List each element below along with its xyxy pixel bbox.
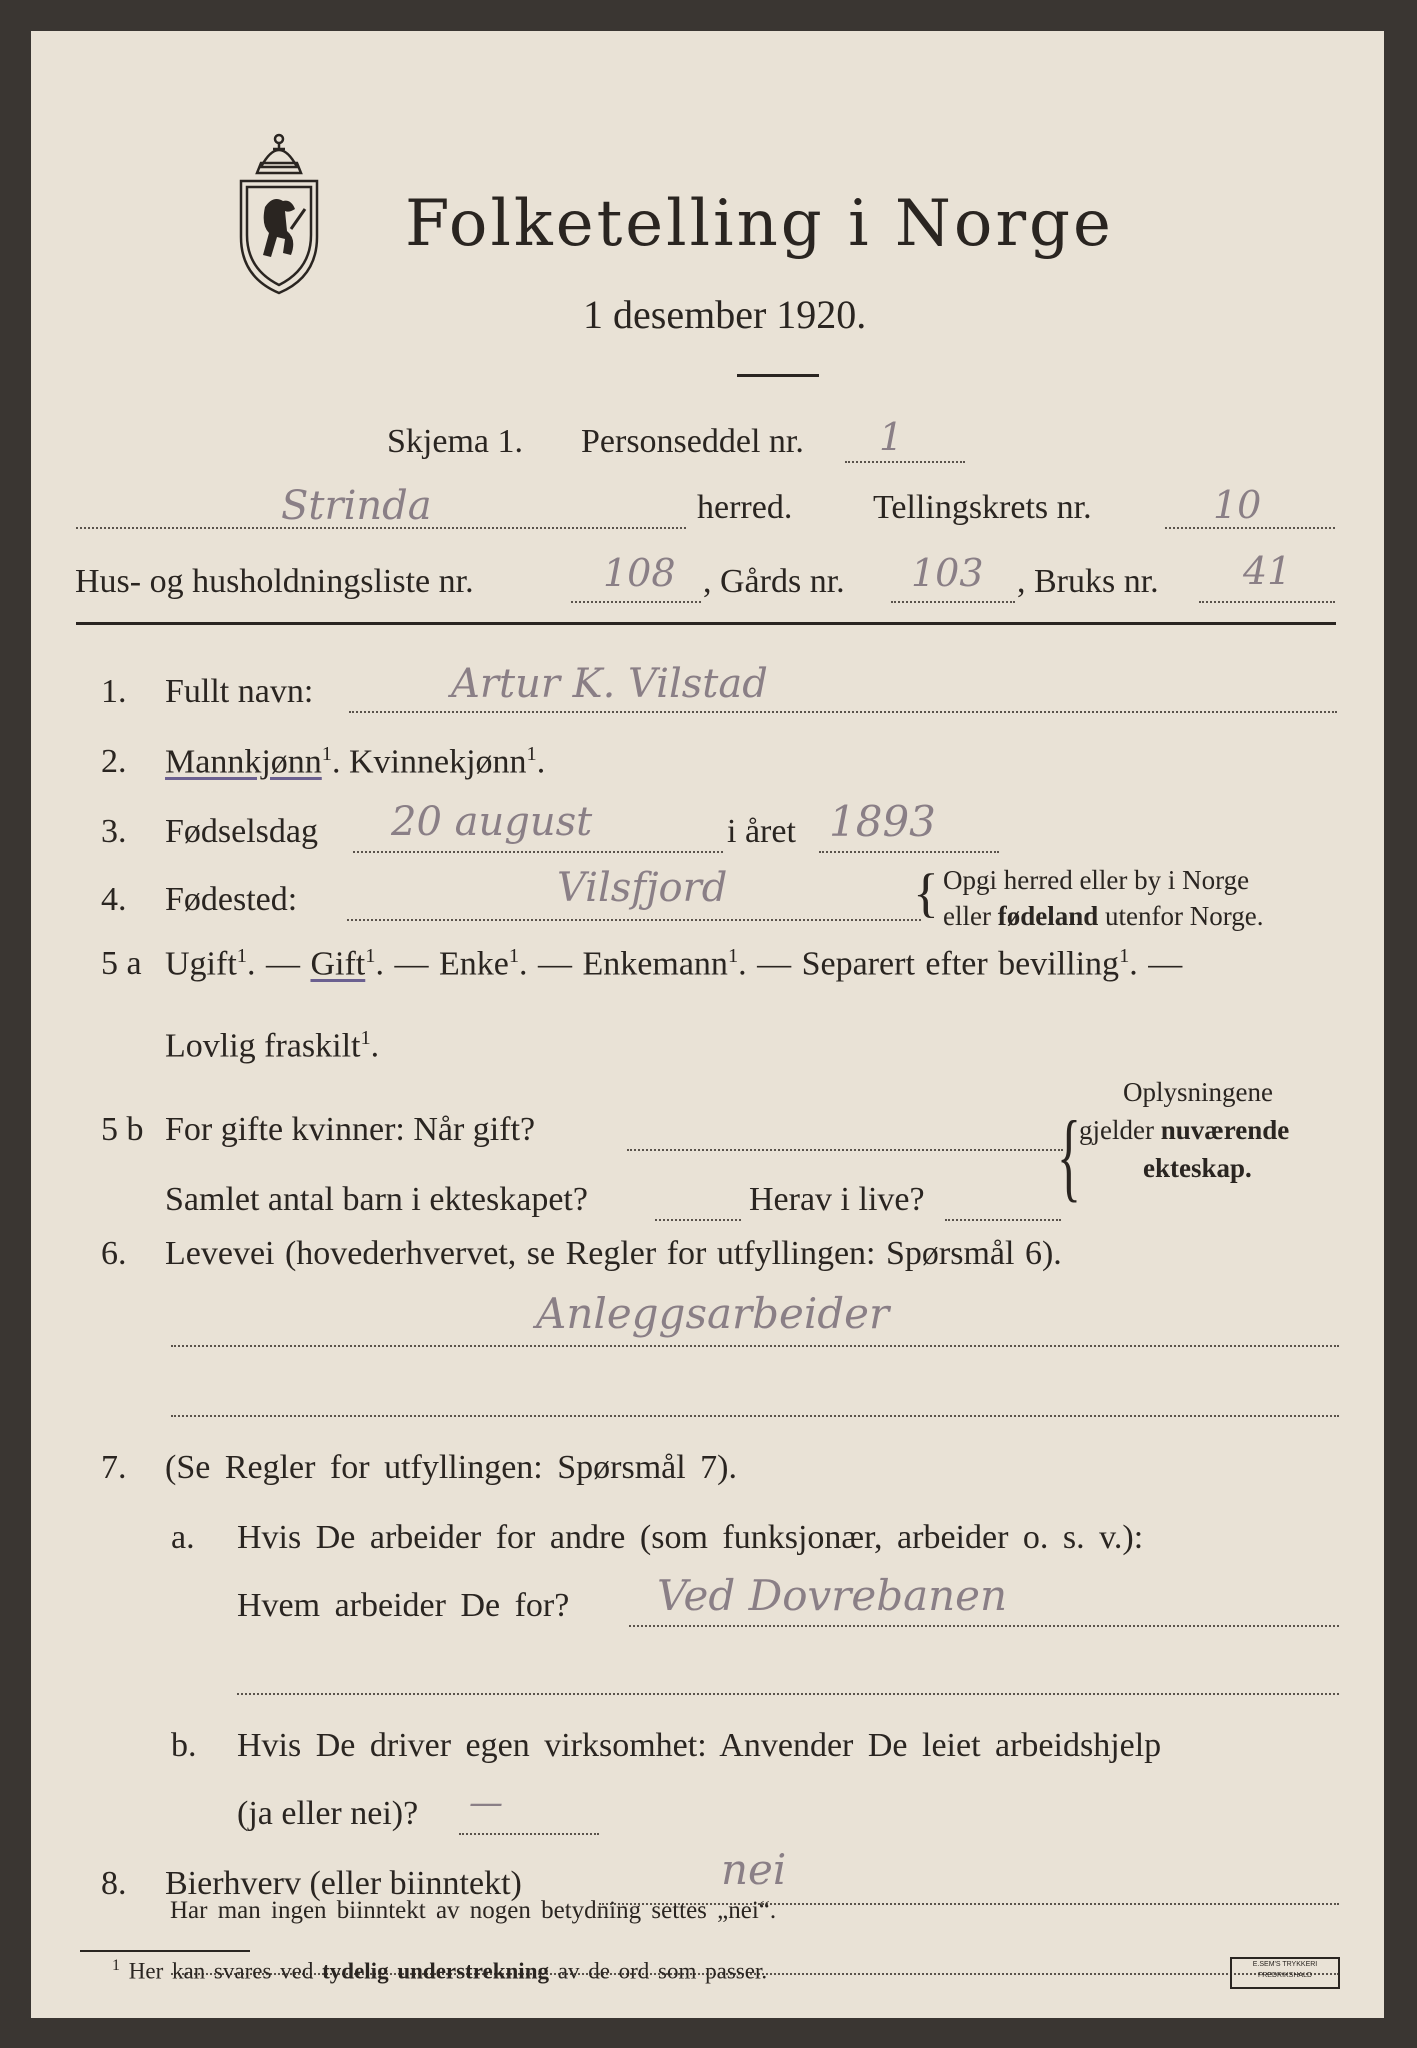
q1-number: 1.	[101, 673, 127, 710]
q5a-gift: Gift	[310, 945, 366, 983]
q5a-fraskilt: Lovlig fraskilt$^1$.	[165, 1027, 380, 1065]
q7a-number: a.	[171, 1519, 195, 1556]
q7-label: (Se Regler for utfyllingen: Spørsmål 7).	[165, 1449, 738, 1486]
q5b-note2: gjelder nuværende	[1079, 1115, 1290, 1145]
q3-value: 20 august	[391, 799, 593, 845]
q3-year-label: i året	[727, 813, 796, 850]
bruks-value: 41	[1243, 549, 1292, 593]
q2-male: Mannkjønn	[165, 743, 322, 781]
q4-note-line2: eller fødeland utenfor Norge.	[943, 901, 1264, 931]
q1-label: Fullt navn:	[165, 673, 314, 710]
bruks-label: , Bruks nr.	[1017, 563, 1159, 600]
q4-note-line1: Opgi herred eller by i Norge	[943, 865, 1250, 895]
q7b-value: —	[469, 1783, 503, 1823]
skjema-label: Skjema 1.	[387, 423, 523, 460]
q4-value: Vilsfjord	[557, 865, 728, 911]
q3-number: 3.	[101, 813, 127, 850]
q7b-sub: (ja eller nei)?	[237, 1795, 419, 1832]
q8-label: Bierhverv (eller biinntekt)	[165, 1865, 522, 1902]
census-form	[31, 31, 1384, 2018]
q5b-live-label: Herav i live?	[749, 1181, 925, 1218]
q7a-who: Hvem arbeider De for?	[237, 1587, 570, 1624]
q2-female: Kvinnekjønn	[348, 743, 527, 781]
footnote-rule	[80, 1950, 250, 1952]
nei-note: Har man ingen biinntekt av nogen betydning settes „nei“.	[170, 1897, 777, 1924]
q5b-note1: Oplysningene	[1123, 1077, 1273, 1107]
q6-value: Anleggsarbeider	[536, 1289, 890, 1338]
q2-options: Mannkjønn$^1$. Kvinnekjønn$^1$.	[165, 743, 546, 781]
q6-label: Levevei (hovederhvervet, se Regler for utfyllingen: Spørsmål 6).	[165, 1235, 1062, 1272]
hus-value: 108	[603, 551, 676, 595]
q3-year-value: 1893	[829, 797, 936, 846]
q5b-note3: ekteskap.	[1143, 1153, 1252, 1183]
personseddel-label: Personseddel nr.	[581, 423, 804, 460]
form-title: Folketelling i Norge	[405, 187, 1114, 261]
form-date: 1 desember 1920.	[583, 292, 867, 337]
printer-mark: E.SEM'S TRYKKERI FREDRIKSHALD	[1230, 1957, 1340, 1989]
q1-value: Artur K. Vilstad	[451, 661, 768, 707]
q7b-number: b.	[171, 1727, 197, 1764]
q5b-barn-label: Samlet antal barn i ekteskapet?	[165, 1181, 588, 1218]
personseddel-value: 1	[879, 415, 904, 459]
q4-brace: {	[913, 863, 939, 923]
tellingskrets-label: Tellingskrets nr.	[873, 489, 1092, 526]
hus-label: Hus- og husholdningsliste nr.	[75, 563, 474, 600]
herred-label: herred.	[697, 489, 793, 526]
tellingskrets-value: 10	[1213, 483, 1262, 527]
q2-number: 2.	[101, 743, 127, 780]
q6-number: 6.	[101, 1235, 127, 1272]
header-rule	[76, 622, 1336, 625]
q5b-number: 5 b	[101, 1111, 144, 1148]
herred-value: Strinda	[281, 483, 432, 529]
q7a-value: Ved Dovrebanen	[657, 1571, 1008, 1620]
q3-label: Fødselsdag	[165, 813, 318, 850]
q4-number: 4.	[101, 881, 127, 918]
q7-number: 7.	[101, 1449, 127, 1486]
q8-number: 8.	[101, 1865, 127, 1902]
q5a-number: 5 a	[101, 945, 142, 982]
q5a-options: Ugift$^1$. — Gift$^1$. — Enke$^1$. — Enkemann$^1$. — Separert efter bevilling$^1$. —	[165, 945, 1183, 983]
footnote: $^1$ Her kan svares ved tydelig understrekning av de ord som passer.	[112, 1957, 768, 1984]
q5b-label: For gifte kvinner: Når gift?	[165, 1111, 536, 1148]
title-divider	[737, 374, 819, 377]
q8-value: nei	[721, 1845, 787, 1894]
coat-of-arms-icon	[231, 129, 327, 295]
gards-value: 103	[911, 551, 984, 595]
gards-label: , Gårds nr.	[703, 563, 845, 600]
q7a-label: Hvis De arbeider for andre (som funksjonær, arbeider o. s. v.):	[237, 1519, 1144, 1556]
q4-label: Fødested:	[165, 881, 298, 918]
q7b-label: Hvis De driver egen virksomhet: Anvender De leiet arbeidshjelp	[237, 1727, 1162, 1764]
q5b-brace: {	[1057, 1100, 1081, 1211]
